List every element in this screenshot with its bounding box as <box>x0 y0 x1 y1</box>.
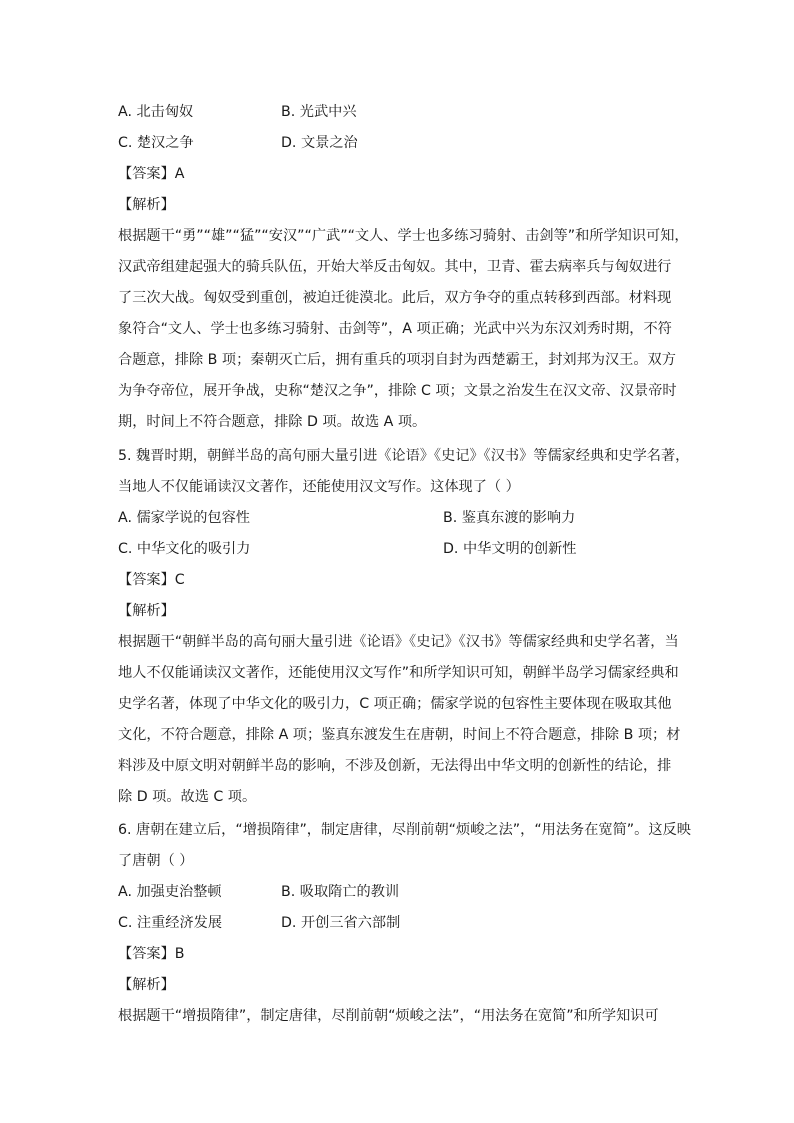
q4-analysis-line: 为争夺帝位，展开争战，史称“楚汉之争”，排除 C 项；文景之治发生在汉文帝、汉景帝时 <box>118 383 677 399</box>
q4-option-b: B. 光武中兴 <box>281 104 357 120</box>
q6-stem-line: 了唐朝（ ） <box>118 853 194 869</box>
q6-analysis-label: 【解析】 <box>118 977 175 993</box>
q5-option-a: A. 儒家学说的包容性 <box>118 510 250 526</box>
q6-answer: 【答案】B <box>118 946 185 962</box>
q4-analysis-line: 合题意，排除 B 项；秦朝灭亡后，拥有重兵的项羽自封为西楚霸王，封刘邦为汉王。双方 <box>118 352 676 368</box>
q4-analysis-line: 期，时间上不符合题意，排除 D 项。故选 A 项。 <box>118 414 427 430</box>
q5-option-b: B. 鉴真东渡的影响力 <box>443 510 576 526</box>
q4-option-a: A. 北击匈奴 <box>118 104 194 120</box>
q5-option-c: C. 中华文化的吸引力 <box>118 541 251 557</box>
q6-option-c: C. 注重经济发展 <box>118 915 223 931</box>
q5-analysis-line: 文化，不符合题意，排除 A 项；鉴真东渡发生在唐朝，时间上不符合题意，排除 B 项；材 <box>118 727 681 743</box>
q5-stem-line: 5. 魏晋时期，朝鲜半岛的高句丽大量引进《论语》《史记》《汉书》等儒家经典和史学名著， <box>118 448 690 464</box>
q6-option-d: D. 开创三省六部制 <box>281 915 401 931</box>
q6-stem-line: 6. 唐朝在建立后，“增损隋律”，制定唐律，尽削前朝“烦峻之法”，“用法务在宽简”。这反映 <box>118 822 691 838</box>
q4-analysis-line: 根据题干“勇”“雄”“猛”“安汉”“广武”“文人、学士也多练习骑射、击剑等”和所学知识可知， <box>118 228 689 244</box>
q4-analysis-line: 了三次大战。匈奴受到重创，被迫迁徙漠北。此后，双方争夺的重点转移到西部。材料现 <box>118 290 672 306</box>
q5-analysis-line: 地人不仅能诵读汉文著作，还能使用汉文写作”和所学知识可知，朝鲜半岛学习儒家经典和 <box>118 665 679 681</box>
q4-option-d: D. 文景之治 <box>281 135 358 151</box>
q5-analysis-label: 【解析】 <box>118 603 175 619</box>
q5-analysis-line: 料涉及中原文明对朝鲜半岛的影响，不涉及创新，无法得出中华文明的创新性的结论，排 <box>118 758 672 774</box>
q5-stem-line: 当地人不仅能诵读汉文著作，还能使用汉文写作。这体现了（ ） <box>118 479 520 495</box>
q4-analysis-label: 【解析】 <box>118 197 175 213</box>
q4-analysis-line: 汉武帝组建起强大的骑兵队伍，开始大举反击匈奴。其中，卫青、霍去病率兵与匈奴进行 <box>118 259 672 275</box>
q4-analysis-line: 象符合“文人、学士也多练习骑射、击剑等”，A 项正确；光武中兴为东汉刘秀时期，不符 <box>118 321 672 337</box>
q5-analysis-line: 根据题干“朝鲜半岛的高句丽大量引进《论语》《史记》《汉书》等儒家经典和史学名著，当 <box>118 634 679 650</box>
q4-answer: 【答案】A <box>118 166 185 182</box>
q6-option-b: B. 吸取隋亡的教训 <box>281 884 400 900</box>
q6-option-a: A. 加强吏治整顿 <box>118 884 222 900</box>
q6-analysis-line: 根据题干“增损隋律”，制定唐律，尽削前朝“烦峻之法”，“用法务在宽简”和所学知识可 <box>118 1008 659 1024</box>
q5-option-d: D. 中华文明的创新性 <box>443 541 577 557</box>
q5-analysis-line: 史学名著，体现了中华文化的吸引力，C 项正确；儒家学说的包容性主要体现在吸取其他 <box>118 696 672 712</box>
q5-answer: 【答案】C <box>118 572 185 588</box>
q5-analysis-line: 除 D 项。故选 C 项。 <box>118 789 257 805</box>
q4-option-c: C. 楚汉之争 <box>118 135 194 151</box>
